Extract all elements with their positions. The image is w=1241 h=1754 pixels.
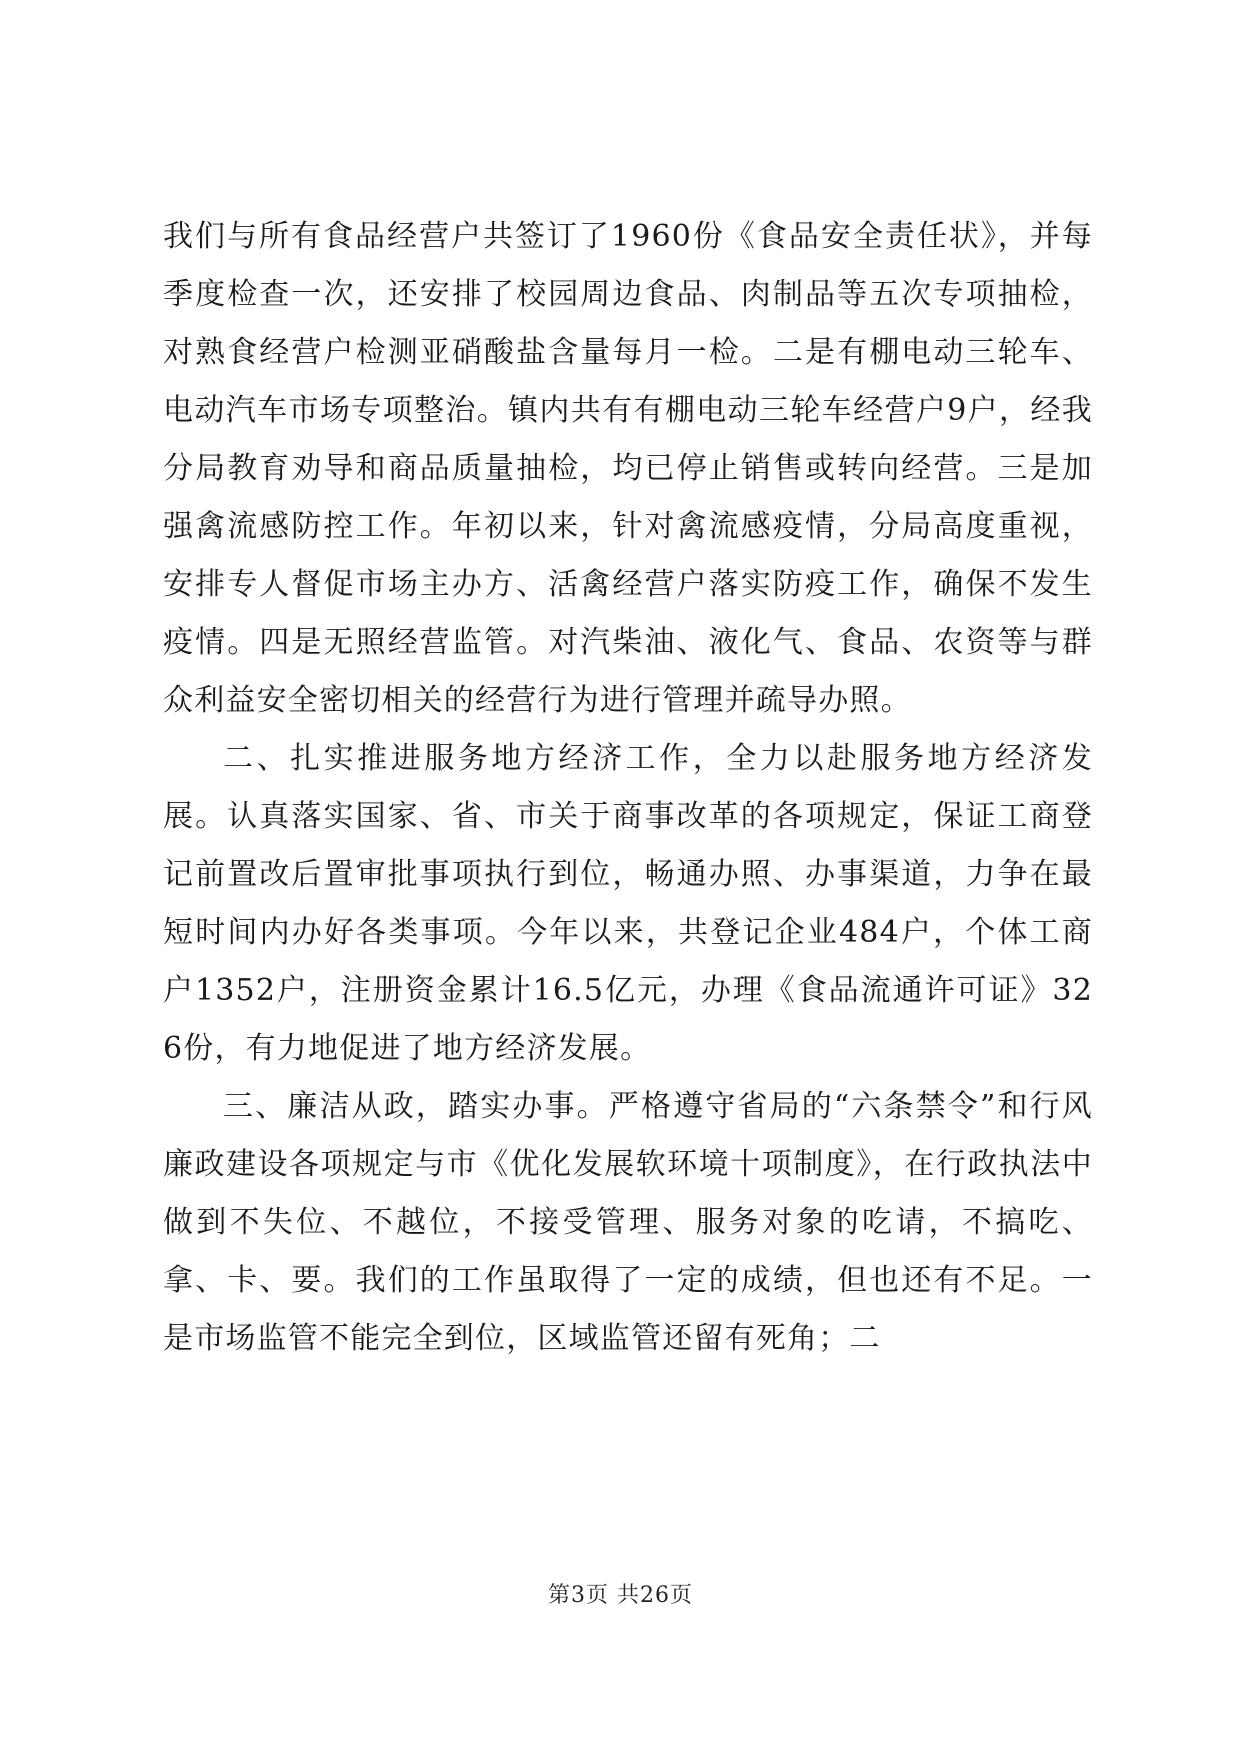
document-body (163, 208, 1093, 1368)
page-footer: 第3页 共26页 (548, 1583, 693, 1608)
paragraph-section-three: 三、廉洁从政，踏实办事。严格遵守省局的“六条禁令”和行风廉政建设各项规定与市《优化发展软环境十项制度》，在行政执法中做到不失位、不越位，不接受管理、服务对象的吃请，不搞吃、拿、卡、要。我们的工作虽取得了一定的成绩，但也还有不足。一是市场监管不能完全到位，区域监管还留有死角；二 (163, 1089, 1093, 1356)
paragraph-section-two: 二、扎实推进服务地方经济工作，全力以赴服务地方经济发展。认真落实国家、省、市关于商事改革的各项规定，保证工商登记前置改后置审批事项执行到位，畅通办照、办事渠道，力争在最短时间内办好各类事项。今年以来，共登记企业484户，个体工商户1352户，注册资金累计16.5亿元，办理《食品流通许可证》326份，有力地促进了地方经济发展。 (163, 741, 1093, 1066)
paragraph-continuation: 我们与所有食品经营户共签订了1960份《食品安全责任状》，并每季度检查一次，还安排了校园周边食品、肉制品等五次专项抽检，对熟食经营户检测亚硝酸盐含量每月一检。二是有棚电动三轮车、电动汽车市场专项整治。镇内共有有棚电动三轮车经营户9户，经我分局教育劝导和商品质量抽检，均已停止销售或转向经营。三是加强禽流感防控工作。年初以来，针对禽流感疫情，分局高度重视，安排专人督促市场主办方、活禽经营户落实防疫工作，确保不发生疫情。四是无照经营监管。对汽柴油、液化气、食品、农资等与群众利益安全密切相关的经营行为进行管理并疏导办照。 (163, 219, 1093, 718)
